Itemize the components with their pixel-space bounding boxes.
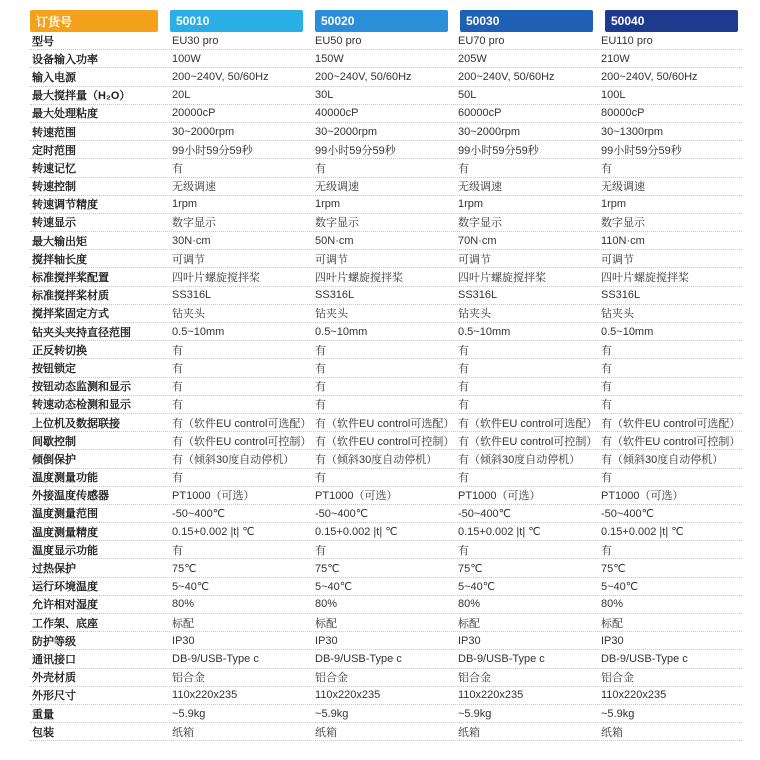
- spec-value: 有: [458, 344, 469, 357]
- spec-value: 无级调速: [600, 181, 645, 194]
- spec-value: 75℃: [600, 562, 626, 575]
- spec-row: [30, 578, 742, 596]
- spec-value: 钻夹头: [600, 308, 634, 321]
- spec-value: 钻夹头: [458, 308, 491, 321]
- spec-value: 有: [315, 472, 327, 485]
- spec-value: 有: [600, 544, 612, 557]
- spec-value: 0.5~10mm: [172, 325, 225, 338]
- spec-value: 数字显示: [172, 217, 217, 230]
- spec-value: 110N·cm: [600, 234, 645, 247]
- spec-row: [30, 341, 742, 359]
- spec-value: ~5.9kg: [458, 707, 492, 720]
- spec-value: 20L: [172, 89, 191, 102]
- spec-value: 110x220x235: [172, 689, 238, 702]
- spec-value: 200~240V, 50/60Hz: [172, 70, 269, 83]
- spec-value: 0.15+0.002 |t| ℃: [600, 526, 684, 539]
- spec-value: 30~2000rpm: [315, 125, 378, 138]
- spec-value: 纸箱: [458, 726, 480, 739]
- spec-value: 无级调速: [458, 181, 502, 194]
- spec-row: [30, 250, 742, 268]
- spec-value: 有: [600, 381, 612, 394]
- spec-value: 有: [315, 381, 327, 394]
- spec-value: 有: [315, 344, 327, 357]
- spec-value: PT1000（可选）: [172, 490, 255, 503]
- spec-row: [30, 196, 742, 214]
- spec-value: 有（软件EU control可控制）: [172, 435, 312, 448]
- spec-value: -50~400℃: [172, 507, 226, 520]
- spec-value: 5~40℃: [315, 580, 353, 593]
- spec-value: 钻夹头: [315, 308, 349, 321]
- spec-row: [30, 523, 742, 541]
- spec-value: PT1000（可选）: [600, 490, 684, 503]
- spec-value: 有: [172, 399, 184, 412]
- spec-value: 有（倾斜30度自动停机）: [458, 453, 581, 466]
- spec-label: 工作架、底座: [32, 617, 98, 630]
- spec-label: 上位机及数据联接: [32, 417, 120, 430]
- spec-row: [30, 32, 742, 50]
- spec-value: 0.15+0.002 |t| ℃: [172, 526, 255, 539]
- spec-value: 110x220x235: [315, 689, 381, 702]
- spec-value: 有（软件EU control可选配）: [600, 417, 741, 430]
- spec-value: 5~40℃: [600, 580, 639, 593]
- spec-row: [30, 232, 742, 250]
- spec-label: 包装: [32, 726, 54, 739]
- spec-label: 输入电源: [32, 71, 76, 84]
- spec-value: EU50 pro: [315, 34, 362, 47]
- spec-row: [30, 50, 742, 68]
- spec-value: 标配: [315, 617, 338, 630]
- spec-label: 转速显示: [32, 217, 76, 230]
- spec-value: 有: [458, 381, 469, 394]
- spec-value: PT1000（可选）: [315, 490, 398, 503]
- spec-value: 80%: [458, 598, 481, 611]
- spec-value: 有（软件EU control可控制）: [600, 435, 741, 448]
- spec-value: 30~2000rpm: [458, 125, 521, 138]
- spec-value: 有: [315, 399, 327, 412]
- order-number-header: 订货号: [30, 10, 158, 32]
- spec-value: 有: [600, 344, 612, 357]
- spec-label: 倾倒保护: [32, 453, 76, 466]
- spec-value: 30~2000rpm: [172, 125, 235, 138]
- spec-value: 可调节: [172, 253, 206, 266]
- spec-value: 99小时59分59秒: [600, 144, 682, 157]
- spec-value: -50~400℃: [315, 507, 369, 520]
- spec-row: [30, 178, 742, 196]
- spec-row: [30, 632, 742, 650]
- spec-label: 搅拌轴长度: [32, 253, 87, 266]
- spec-row: [30, 559, 742, 577]
- spec-value: 200~240V, 50/60Hz: [458, 70, 555, 83]
- spec-value: SS316L: [458, 289, 498, 302]
- spec-row: [30, 487, 742, 505]
- spec-value: 5~40℃: [458, 580, 496, 593]
- spec-value: SS316L: [172, 289, 212, 302]
- spec-value: 数字显示: [315, 217, 360, 230]
- spec-label: 标准搅拌桨材质: [32, 290, 109, 303]
- spec-value: 有（软件EU control可控制）: [458, 435, 598, 448]
- spec-value: 有: [600, 472, 612, 485]
- spec-rows: [0, 32, 760, 741]
- spec-row: [30, 505, 742, 523]
- spec-value: SS316L: [315, 289, 355, 302]
- spec-row: [30, 614, 742, 632]
- spec-row: [30, 541, 742, 559]
- spec-row: [30, 469, 742, 487]
- spec-label: 通讯接口: [32, 653, 76, 666]
- spec-label: 间歇控制: [32, 435, 76, 448]
- spec-value: EU110 pro: [600, 34, 653, 47]
- spec-value: 50L: [458, 89, 477, 102]
- spec-value: 0.15+0.002 |t| ℃: [458, 526, 541, 539]
- spec-value: 50N·cm: [315, 234, 354, 247]
- spec-row: [30, 323, 742, 341]
- spec-value: 80%: [600, 598, 624, 611]
- spec-value: 铝合金: [600, 672, 634, 685]
- spec-label: 过热保护: [32, 563, 76, 576]
- spec-value: 205W: [458, 52, 487, 65]
- spec-value: 0.5~10mm: [600, 325, 654, 338]
- header-row: [0, 10, 760, 32]
- spec-value: 110x220x235: [458, 689, 524, 702]
- spec-value: 有: [172, 544, 184, 557]
- spec-value: 210W: [600, 52, 630, 65]
- spec-value: 有: [172, 362, 184, 375]
- spec-value: DB-9/USB-Type c: [600, 652, 688, 665]
- spec-table: [0, 10, 760, 741]
- spec-value: IP30: [172, 634, 195, 647]
- spec-value: 1rpm: [458, 198, 484, 211]
- spec-label: 钻夹头夹持直径范围: [32, 326, 131, 339]
- spec-value: 可调节: [600, 253, 634, 266]
- spec-value: 200~240V, 50/60Hz: [600, 70, 698, 83]
- spec-value: ~5.9kg: [600, 707, 635, 720]
- spec-value: 有: [315, 162, 327, 175]
- spec-label: 温度测量范围: [32, 508, 98, 521]
- spec-row: [30, 650, 742, 668]
- spec-value: SS316L: [600, 289, 641, 302]
- spec-value: 有: [458, 544, 469, 557]
- spec-value: 有（软件EU control可控制）: [315, 435, 455, 448]
- spec-value: 110x220x235: [600, 689, 667, 702]
- spec-value: DB-9/USB-Type c: [172, 652, 259, 665]
- spec-value: 四叶片螺旋搅拌桨: [315, 272, 404, 285]
- spec-value: IP30: [315, 634, 338, 647]
- spec-value: 可调节: [458, 253, 491, 266]
- spec-label: 正反转切换: [32, 344, 87, 357]
- spec-value: 有: [458, 399, 469, 412]
- model-header-50010: 50010: [170, 10, 303, 32]
- spec-value: 可调节: [315, 253, 349, 266]
- spec-value: EU70 pro: [458, 34, 505, 47]
- spec-value: 有（倾斜30度自动停机）: [315, 453, 438, 466]
- spec-row: [30, 359, 742, 377]
- model-header-50040: 50040: [605, 10, 738, 32]
- spec-value: 有: [600, 162, 612, 175]
- spec-value: 有（倾斜30度自动停机）: [172, 453, 295, 466]
- spec-value: IP30: [458, 634, 481, 647]
- spec-row: [30, 723, 742, 741]
- spec-value: DB-9/USB-Type c: [315, 652, 402, 665]
- spec-value: DB-9/USB-Type c: [458, 652, 545, 665]
- spec-label: 搅拌桨固定方式: [32, 308, 109, 321]
- spec-value: -50~400℃: [600, 507, 655, 520]
- spec-value: 标配: [458, 617, 480, 630]
- spec-row: [30, 596, 742, 614]
- spec-value: 有（软件EU control可选配）: [172, 417, 312, 430]
- spec-value: 100W: [172, 52, 201, 65]
- spec-value: 60000cP: [458, 107, 502, 120]
- spec-value: 纸箱: [600, 726, 623, 739]
- spec-value: ~5.9kg: [172, 707, 206, 720]
- spec-row: [30, 687, 742, 705]
- spec-value: 150W: [315, 52, 344, 65]
- spec-value: 有: [600, 362, 612, 375]
- spec-value: 四叶片螺旋搅拌桨: [172, 272, 261, 285]
- spec-label: 外壳材质: [32, 672, 76, 685]
- spec-label: 最大输出矩: [32, 235, 87, 248]
- spec-value: 0.5~10mm: [458, 325, 511, 338]
- spec-label: 按钮动态监测和显示: [32, 381, 131, 394]
- spec-value: 有: [458, 472, 469, 485]
- spec-value: 纸箱: [172, 726, 195, 739]
- model-header-50030: 50030: [460, 10, 593, 32]
- spec-value: IP30: [600, 634, 624, 647]
- spec-value: 30N·cm: [172, 234, 211, 247]
- spec-value: 无级调速: [172, 181, 217, 194]
- spec-value: 铝合金: [172, 672, 206, 685]
- spec-value: 无级调速: [315, 181, 360, 194]
- spec-label: 重量: [32, 708, 54, 721]
- spec-row: [30, 287, 742, 305]
- spec-label: 转速范围: [32, 126, 76, 139]
- spec-row: [30, 432, 742, 450]
- spec-value: 铝合金: [458, 672, 491, 685]
- spec-value: 有: [315, 544, 327, 557]
- spec-value: 80%: [172, 598, 195, 611]
- spec-value: 有: [315, 362, 327, 375]
- spec-row: [30, 141, 742, 159]
- spec-row: [30, 705, 742, 723]
- spec-value: 1rpm: [172, 198, 198, 211]
- spec-row: [30, 105, 742, 123]
- spec-value: 30~1300rpm: [600, 125, 664, 138]
- spec-value: EU30 pro: [172, 34, 219, 47]
- spec-label: 外形尺寸: [32, 690, 76, 703]
- spec-label: 转速控制: [32, 181, 76, 194]
- spec-label: 最大搅拌量（H₂O）: [32, 90, 131, 103]
- spec-label: 温度测量功能: [32, 472, 98, 485]
- spec-value: 有: [172, 381, 184, 394]
- spec-value: 20000cP: [172, 107, 216, 120]
- spec-value: 标配: [172, 617, 195, 630]
- spec-value: 钻夹头: [172, 308, 206, 321]
- spec-label: 允许相对湿度: [32, 599, 98, 612]
- spec-label: 外接温度传感器: [32, 490, 109, 503]
- spec-value: 5~40℃: [172, 580, 210, 593]
- spec-label: 设备输入功率: [32, 53, 98, 66]
- spec-value: 有: [172, 162, 184, 175]
- spec-value: 1rpm: [600, 198, 627, 211]
- spec-row: [30, 396, 742, 414]
- spec-row: [30, 305, 742, 323]
- spec-value: 有: [458, 162, 469, 175]
- spec-value: 75℃: [458, 562, 483, 575]
- spec-value: 有（软件EU control可选配）: [458, 417, 598, 430]
- spec-label: 转速记忆: [32, 162, 76, 175]
- spec-value: 80%: [315, 598, 338, 611]
- spec-row: [30, 159, 742, 177]
- spec-value: 四叶片螺旋搅拌桨: [458, 272, 546, 285]
- spec-row: [30, 268, 742, 286]
- spec-value: 0.5~10mm: [315, 325, 368, 338]
- spec-label: 型号: [32, 35, 54, 48]
- spec-value: ~5.9kg: [315, 707, 349, 720]
- spec-label: 运行环境温度: [32, 581, 98, 594]
- spec-value: 99小时59分59秒: [315, 144, 396, 157]
- spec-value: 99小时59分59秒: [172, 144, 253, 157]
- spec-label: 按钮锁定: [32, 362, 76, 375]
- spec-label: 转速调节精度: [32, 199, 98, 212]
- spec-value: 有（软件EU control可选配）: [315, 417, 455, 430]
- spec-value: 75℃: [172, 562, 197, 575]
- spec-value: 80000cP: [600, 107, 645, 120]
- spec-row: [30, 378, 742, 396]
- spec-row: [30, 123, 742, 141]
- spec-label: 定时范围: [32, 144, 76, 157]
- spec-value: 1rpm: [315, 198, 341, 211]
- model-header-50020: 50020: [315, 10, 448, 32]
- spec-value: 数字显示: [458, 217, 502, 230]
- spec-label: 最大处理粘度: [32, 108, 98, 121]
- spec-value: 四叶片螺旋搅拌桨: [600, 272, 689, 285]
- spec-value: 70N·cm: [458, 234, 497, 247]
- spec-value: 有: [458, 362, 469, 375]
- spec-value: 0.15+0.002 |t| ℃: [315, 526, 398, 539]
- spec-value: 有: [600, 399, 612, 412]
- spec-value: 标配: [600, 617, 623, 630]
- spec-row: [30, 87, 742, 105]
- spec-value: 铝合金: [315, 672, 349, 685]
- spec-value: 40000cP: [315, 107, 359, 120]
- spec-label: 标准搅拌桨配置: [32, 272, 109, 285]
- spec-value: 有: [172, 344, 184, 357]
- spec-label: 温度测量精度: [32, 526, 98, 539]
- spec-label: 温度显示功能: [32, 544, 98, 557]
- spec-value: 有: [172, 472, 184, 485]
- spec-label: 转速动态检测和显示: [32, 399, 131, 412]
- spec-value: 30L: [315, 89, 334, 102]
- spec-value: 有（倾斜30度自动停机）: [600, 453, 724, 466]
- spec-row: [30, 669, 742, 687]
- spec-value: 100L: [600, 89, 626, 102]
- spec-value: PT1000（可选）: [458, 490, 541, 503]
- spec-value: -50~400℃: [458, 507, 512, 520]
- spec-value: 纸箱: [315, 726, 338, 739]
- spec-value: 200~240V, 50/60Hz: [315, 70, 412, 83]
- spec-row: [30, 414, 742, 432]
- spec-value: 75℃: [315, 562, 340, 575]
- spec-row: [30, 68, 742, 86]
- spec-label: 防护等级: [32, 635, 76, 648]
- spec-value: 数字显示: [600, 217, 645, 230]
- spec-row: [30, 450, 742, 468]
- spec-row: [30, 214, 742, 232]
- spec-value: 99小时59分59秒: [458, 144, 539, 157]
